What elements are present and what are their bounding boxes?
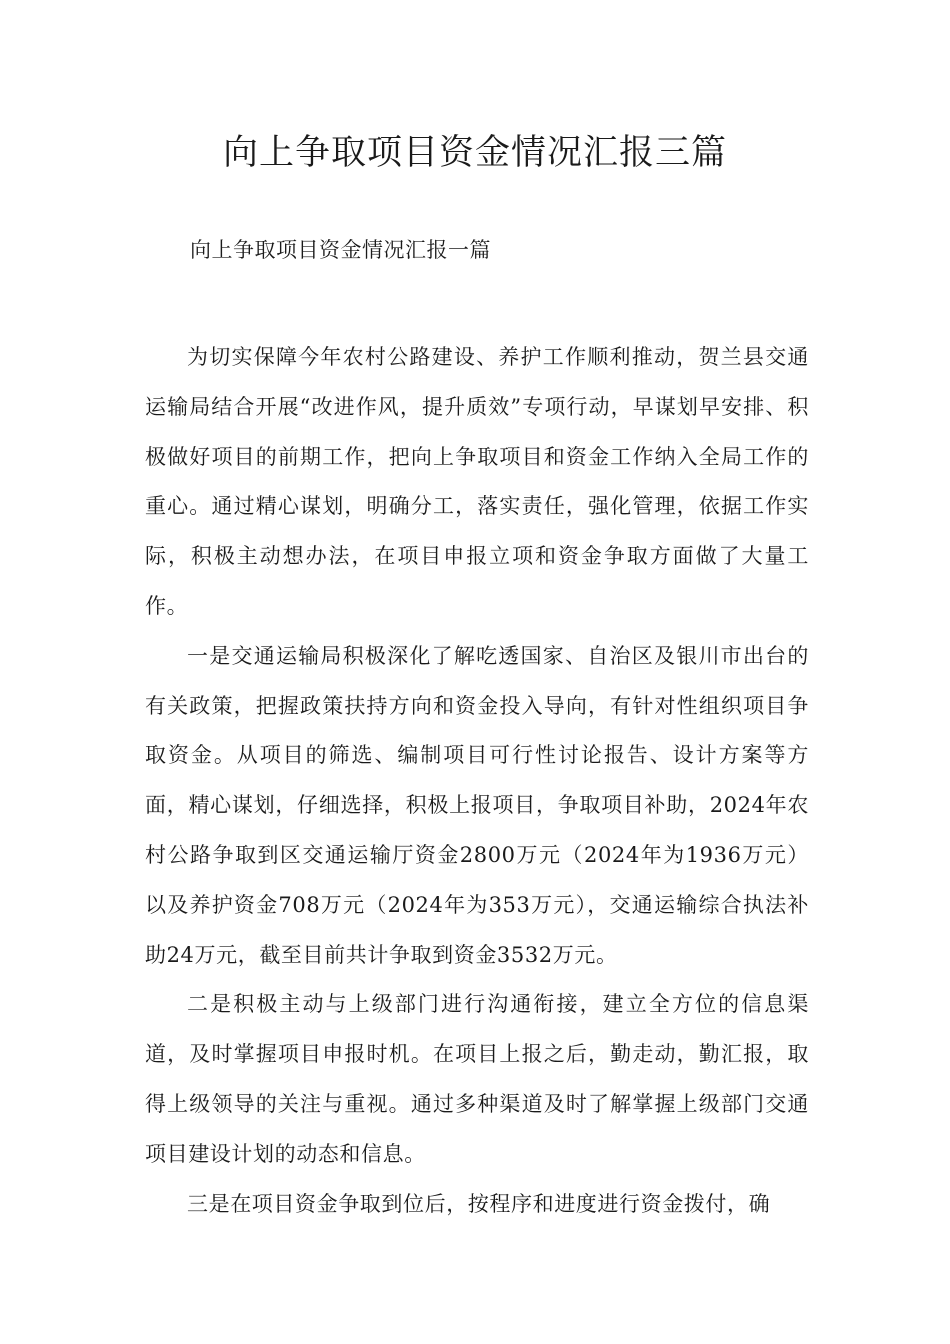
paragraph-point-one: 一是交通运输局积极深化了解吃透国家、自治区及银川市出台的有关政策，把握政策扶持方向和资金投入导向，有针对性组织项目争取资金。从项目的筛选、编制项目可行性讨论报告、设计方案等方面，精心谋划，仔细选择，积极上报项目，争取项目补助，2024年农村公路争取到区交通运输厅资金2800万元（2024年为1936万元）以及养护资金708万元（2024年为353万元），交通运输综合执法补助24万元，截至目前共计争取到资金3532万元。 [145, 643, 809, 967]
document-title: 向上争取项目资金情况汇报三篇 [222, 133, 727, 173]
document-body [145, 333, 809, 1229]
document-subtitle: 向上争取项目资金情况汇报一篇 [190, 238, 491, 262]
paragraph-point-three: 三是在项目资金争取到位后，按程序和进度进行资金拨付，确 [187, 1191, 771, 1216]
paragraph-intro: 为切实保障今年农村公路建设、养护工作顺利推动，贺兰县交通运输局结合开展“改进作风，提升质效”专项行动，早谋划早安排、积极做好项目的前期工作，把向上争取项目和资金工作纳入全局工作的重心。通过精心谋划，明确分工，落实责任，强化管理，依据工作实际，积极主动想办法，在项目申报立项和资金争取方面做了大量工作。 [145, 345, 809, 618]
paragraph-point-two: 二是积极主动与上级部门进行沟通衔接，建立全方位的信息渠道，及时掌握项目申报时机。在项目上报之后，勤走动，勤汇报，取得上级领导的关注与重视。通过多种渠道及时了解掌握上级部门交通项目建设计划的动态和信息。 [145, 992, 809, 1166]
